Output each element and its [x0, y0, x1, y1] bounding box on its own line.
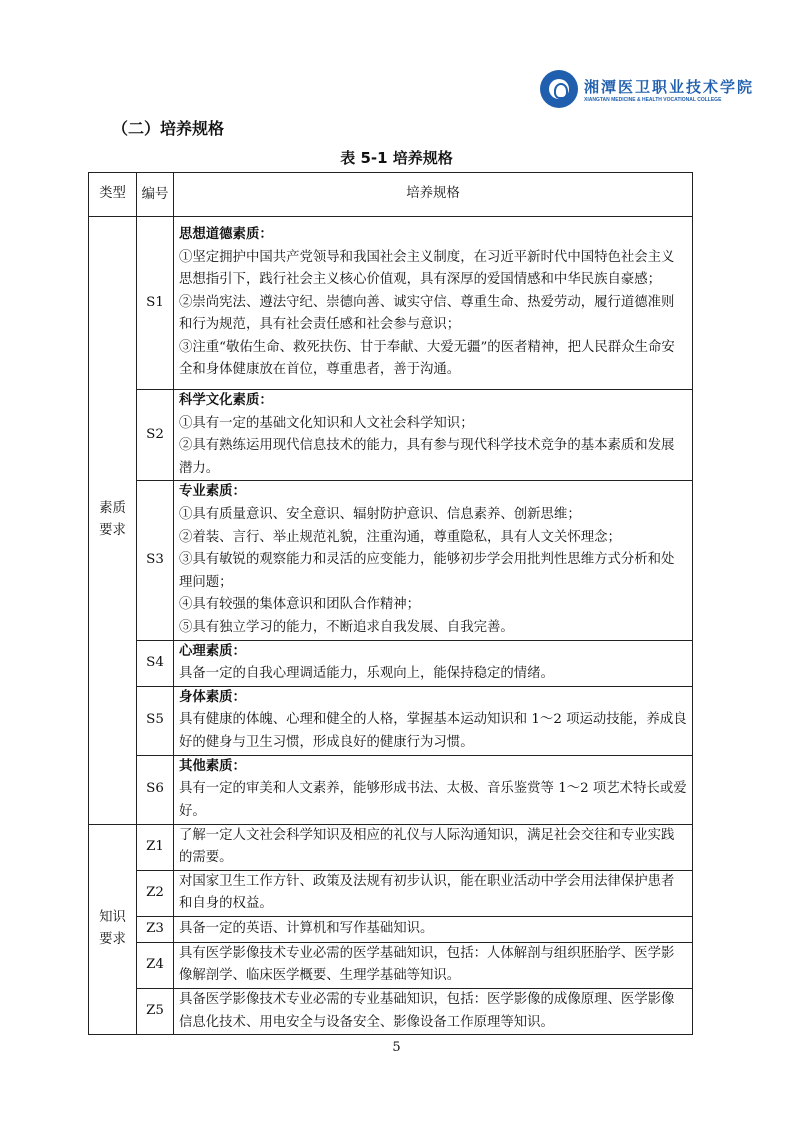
table-row	[89, 916, 693, 942]
section-title: （二）培养规格	[112, 119, 225, 138]
spec-cell	[174, 755, 693, 824]
spec-line: ⑤具有独立学习的能力，不断追求自我发展、自我完善。	[179, 619, 514, 635]
spec-cell	[174, 390, 693, 481]
spec-line: 了解一定人文社会科学知识及相应的礼仪与人际沟通知识，满足社会交往和专业实践的需要。	[179, 827, 675, 866]
page-number: 5	[392, 1040, 401, 1055]
logo-chinese-name: 湘潭医卫职业技术学院	[584, 77, 755, 96]
spec-line: 具有健康的体魄、心理和健全的人格，掌握基本运动知识和 1～2 项运动技能，养成良好的健身与卫生习惯，形成良好的健康行为习惯。	[179, 712, 687, 750]
spec-cell	[174, 686, 693, 755]
spec-heading: 其他素质：	[179, 758, 246, 774]
spec-line: 具备医学影像技术专业必需的专业基础知识，包括：医学影像的成像原理、医学影像信息化技术、用电安全与设备安全、影像设备工作原理等知识。	[179, 992, 675, 1030]
spec-line: ②着装、言行、举止规范礼貌，注重沟通，尊重隐私，具有人文关怀理念；	[179, 529, 621, 545]
header-spec: 培养规格	[174, 173, 693, 217]
table-row	[89, 870, 693, 916]
code-cell: S1	[137, 217, 174, 390]
table-row	[89, 755, 693, 824]
table-row	[89, 217, 693, 390]
spec-heading: 身体素质：	[179, 689, 246, 705]
spec-cell	[174, 640, 693, 686]
spec-line: ②具有熟练运用现代信息技术的能力，具有参与现代科学技术竞争的基本素质和发展潜力。	[179, 438, 675, 476]
spec-heading: 科学文化素质：	[179, 393, 273, 408]
code-cell: S3	[137, 481, 174, 640]
code-cell: Z2	[137, 870, 174, 916]
spec-line: ①具有质量意识、安全意识、辐射防护意识、信息素养、创新思维；	[179, 506, 581, 522]
table-row	[89, 640, 693, 686]
spec-cell	[174, 916, 693, 942]
code-cell: Z5	[137, 989, 174, 1035]
college-logo	[540, 70, 754, 108]
spec-cell	[174, 942, 693, 988]
table-row	[89, 942, 693, 988]
spec-heading: 思想道德素质：	[179, 226, 273, 242]
table-row	[89, 824, 693, 870]
table-header-row	[89, 173, 693, 217]
spec-line: 具备一定的自我心理调适能力，乐观向上，能保持稳定的情绪。	[179, 666, 554, 682]
spec-line: ①具有一定的基础文化知识和人文社会科学知识；	[179, 415, 474, 431]
spec-line: 对国家卫生工作方针、政策及法规有初步认识，能在职业活动中学会用法律保护患者和自身的权益。	[179, 873, 675, 912]
spec-cell	[174, 989, 693, 1035]
spec-line: ②崇尚宪法、遵法守纪、崇德向善、诚实守信、尊重生命、热爱劳动，履行道德准则和行为规范，具有社会责任感和社会参与意识；	[179, 294, 675, 333]
code-cell: Z3	[137, 916, 174, 942]
spec-line: 具有医学影像技术专业必需的医学基础知识，包括：人体解剖与组织胚胎学、医学影像解剖学、临床医学概要、生理学基础等知识。	[179, 945, 675, 984]
code-cell: S4	[137, 640, 174, 686]
category-cell: 素质要求	[89, 217, 137, 825]
code-cell: Z4	[137, 942, 174, 988]
spec-line: ③具有敏锐的观察能力和灵活的应变能力，能够初步学会用批判性思维方式分析和处理问题；	[179, 552, 675, 590]
table-row	[89, 989, 693, 1035]
spec-heading: 心理素质：	[179, 643, 246, 659]
table-row	[89, 390, 693, 481]
table-row	[89, 686, 693, 755]
spec-line: ①坚定拥护中国共产党领导和我国社会主义制度，在习近平新时代中国特色社会主义思想指引下，践行社会主义核心价值观，具有深厚的爱国情感和中华民族自豪感；	[179, 249, 675, 288]
code-cell: Z1	[137, 824, 174, 870]
header-type: 类型	[89, 173, 137, 217]
spec-cell	[174, 481, 693, 640]
spec-cell	[174, 824, 693, 870]
logo-english-name: XIANGTAN MEDICINE & HEALTH VOCATIONAL COLLEGE	[584, 96, 722, 103]
spec-line: 具有一定的审美和人文素养，能够形成书法、太极、音乐鉴赏等 1～2 项艺术特长或爱好。	[179, 781, 687, 819]
header-code: 编号	[137, 173, 174, 217]
spec-line: ④具有较强的集体意识和团队合作精神；	[179, 597, 421, 613]
spec-heading: 专业素质：	[179, 484, 246, 500]
code-cell: S6	[137, 755, 174, 824]
spec-cell	[174, 217, 693, 390]
college-seal-icon	[540, 70, 578, 108]
code-cell: S2	[137, 390, 174, 481]
spec-cell	[174, 870, 693, 916]
spec-line: ③注重“敬佑生命、救死扶伤、甘于奉献、大爱无疆”的医者精神，把人民群众生命安全和身体健康放在首位，尊重患者，善于沟通。	[179, 339, 675, 378]
table-caption: 表 5-1 培养规格	[340, 149, 453, 167]
training-spec-table	[88, 172, 693, 1035]
code-cell: S5	[137, 686, 174, 755]
table-row	[89, 481, 693, 640]
category-cell: 知识要求	[89, 824, 137, 1035]
spec-line: 具备一定的英语、计算机和写作基础知识。	[179, 921, 434, 937]
